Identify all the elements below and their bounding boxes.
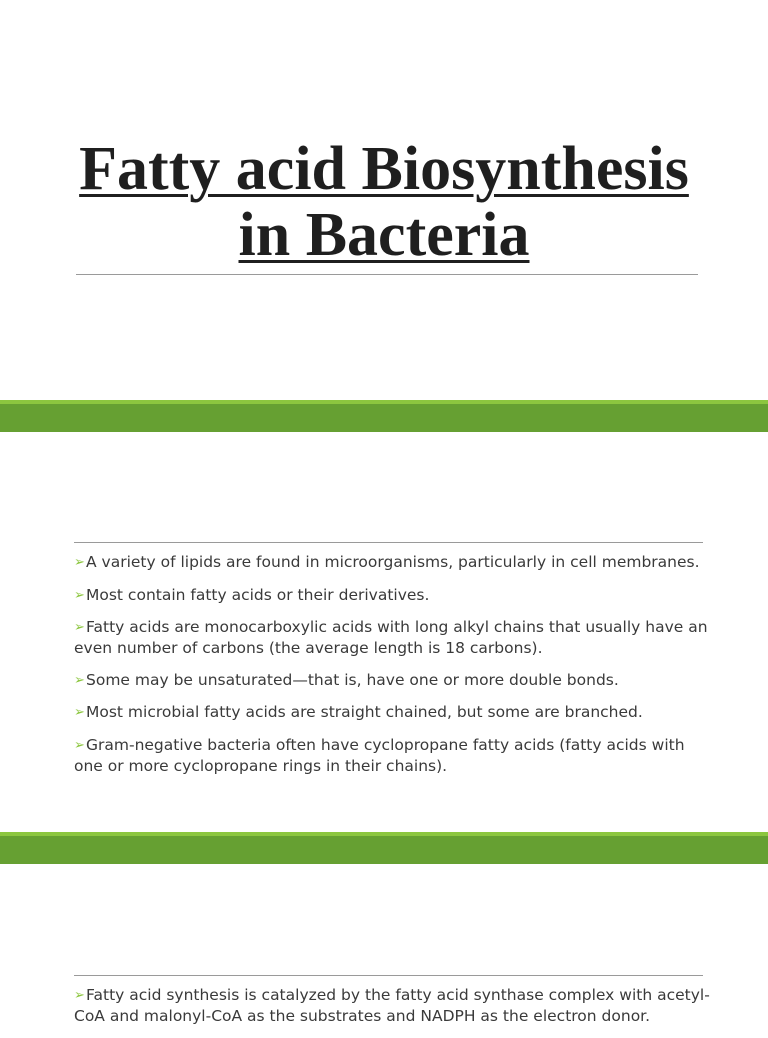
slide-separator-band: [0, 400, 768, 432]
content-divider: [74, 542, 703, 543]
slide-title: [0, 136, 768, 268]
green-arrowhead-bullet-icon: ➢: [74, 672, 85, 688]
slide-title-line-2: in Bacteria: [238, 201, 530, 269]
list-item: [72, 585, 712, 606]
bullet-text: Most contain fatty acids or their derivatives.: [86, 585, 430, 604]
green-arrowhead-bullet-icon: ➢: [74, 705, 85, 720]
list-item: [72, 617, 712, 658]
green-arrowhead-bullet-icon: ➢: [74, 555, 85, 570]
bullet-text: Most microbial fatty acids are straight chained, but some are branched.: [86, 703, 643, 721]
slide-title-line-1: Fatty acid Biosynthesis: [79, 135, 689, 203]
green-arrowhead-bullet-icon: ➢: [74, 737, 85, 753]
bullet-text: A variety of lipids are found in microorganisms, particularly in cell membranes.: [86, 553, 700, 571]
title-divider: [76, 274, 698, 275]
green-arrowhead-bullet-icon: ➢: [74, 988, 85, 1003]
slide-separator-band: [0, 832, 768, 864]
list-item: [72, 552, 712, 573]
list-item: [72, 735, 712, 776]
content-divider: [74, 975, 703, 976]
list-item: [72, 985, 712, 1026]
green-arrowhead-bullet-icon: ➢: [74, 620, 85, 635]
list-item: [72, 702, 712, 723]
bullet-text: Gram-negative bacteria often have cyclopropane fatty acids (fatty acids with one or more cyclopropane rings in their chains).: [74, 735, 685, 775]
green-arrowhead-bullet-icon: ➢: [74, 587, 85, 603]
bullet-text: Some may be unsaturated—that is, have one or more double bonds.: [86, 670, 619, 689]
bullet-text: Fatty acid synthesis is catalyzed by the fatty acid synthase complex with acetyl-CoA and malonyl-CoA as the substrates and NADPH as the electron donor.: [74, 986, 710, 1025]
bullet-list: [72, 552, 712, 787]
bullet-text: Fatty acids are monocarboxylic acids with long alkyl chains that usually have an even number of carbons (the average length is 18 carbons).: [74, 618, 708, 657]
list-item: [72, 670, 712, 691]
bullet-list: [72, 985, 712, 1038]
title-slide: [0, 0, 768, 400]
